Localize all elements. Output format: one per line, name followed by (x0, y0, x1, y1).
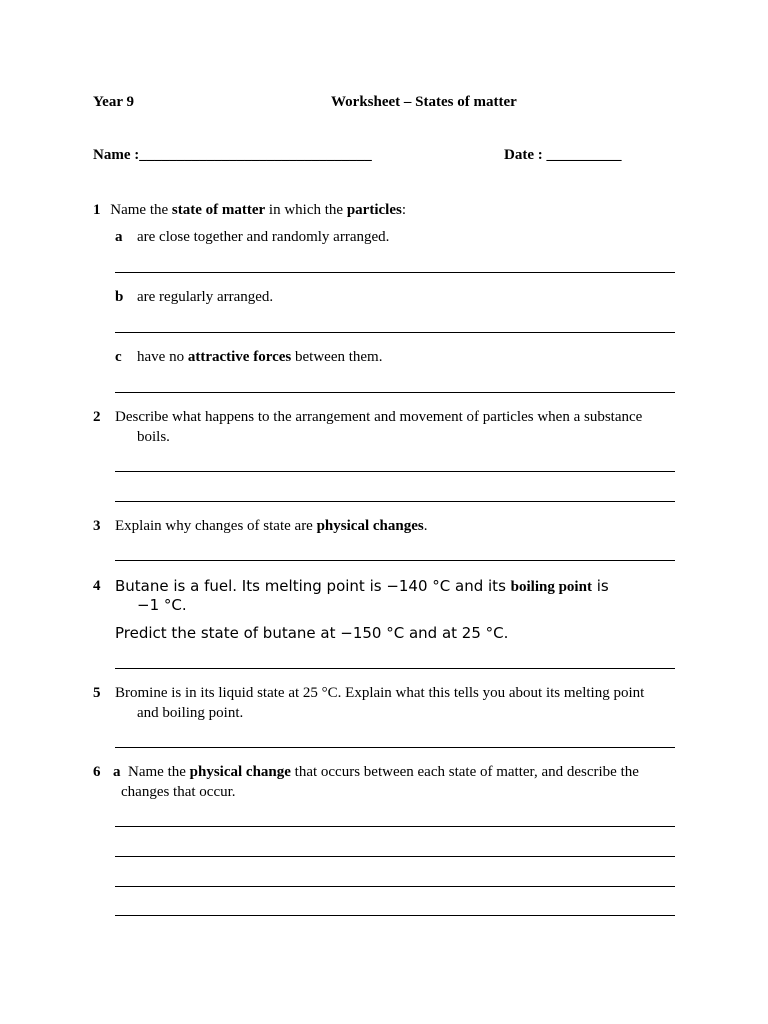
answer-line[interactable] (115, 392, 675, 393)
year-label: Year 9 (93, 94, 134, 110)
part-text (137, 347, 382, 367)
answer-line[interactable] (115, 886, 675, 887)
question-text-predict: Predict the state of butane at −150 °C and at 25 °C. (115, 624, 509, 642)
question-number: 2 (93, 409, 101, 425)
question-number: 6 (93, 764, 101, 780)
question-text-c: . (423, 518, 428, 534)
question-text-continued: boils. (137, 429, 170, 445)
question-text-a: Butane is a fuel. Its melting point is −140 °C and its (115, 577, 511, 595)
answer-line[interactable] (115, 560, 675, 561)
name-label: Name : (93, 147, 140, 163)
part-label: c (115, 349, 122, 365)
answer-line[interactable] (115, 272, 675, 273)
answer-line[interactable] (115, 915, 675, 916)
question-number: 3 (93, 518, 101, 534)
worksheet-title: Worksheet – States of matter (331, 94, 517, 110)
question-text: Name the (110, 202, 172, 218)
question-text (115, 516, 427, 536)
question-text-c: is (591, 577, 609, 595)
question-number: 1 (93, 202, 101, 218)
question-3 (93, 516, 428, 536)
part-text: are close together and randomly arranged. (137, 229, 390, 245)
question-text-continued: and boiling point. (137, 705, 244, 721)
question-5 (93, 683, 645, 703)
question-text (128, 762, 639, 782)
question-text-bold: state of matter (171, 202, 266, 218)
question-number: 5 (93, 685, 101, 701)
question-2 (93, 407, 643, 427)
date-field[interactable] (504, 147, 621, 164)
question-4 (93, 576, 609, 596)
name-blank: _______________________________ (139, 147, 372, 163)
question-text-bold: physical changes (316, 518, 424, 534)
part-text: are regularly arranged. (137, 289, 274, 305)
question-1b (115, 287, 274, 307)
question-text: Bromine is in its liquid state at 25 °C. Explain what this tells you about its melting point (115, 685, 645, 701)
question-1a (115, 227, 390, 247)
answer-line[interactable] (115, 826, 675, 827)
question-text-c: that occurs between each state of matter, and describe the (290, 764, 639, 780)
question-text-bold: physical change (189, 764, 291, 780)
question-text-bold: boiling point (510, 579, 592, 595)
question-text-continued: changes that occur. (121, 784, 236, 800)
part-label: b (115, 289, 124, 305)
question-text-a: Explain why changes of state are (115, 518, 317, 534)
question-text: in which the (265, 202, 347, 218)
question-text (115, 576, 609, 597)
question-1c (115, 347, 383, 367)
name-field[interactable] (93, 147, 372, 164)
answer-line[interactable] (115, 471, 675, 472)
answer-line[interactable] (115, 332, 675, 333)
question-text: : (401, 202, 406, 218)
answer-line[interactable] (115, 856, 675, 857)
question-1 (93, 200, 406, 220)
part-text-c: between them. (291, 349, 383, 365)
question-text-bold: particles (346, 202, 402, 218)
answer-line[interactable] (115, 501, 675, 502)
part-label: a (115, 229, 123, 245)
date-blank: __________ (546, 147, 622, 163)
answer-line[interactable] (115, 747, 675, 748)
question-text-continued: −1 °C. (137, 596, 187, 614)
date-label: Date : (504, 147, 543, 163)
question-text-a: Name the (128, 764, 190, 780)
question-number: 4 (93, 578, 101, 594)
question-text: Describe what happens to the arrangement and movement of particles when a substance (115, 409, 643, 425)
answer-line[interactable] (115, 668, 675, 669)
part-text-bold: attractive forces (187, 349, 292, 365)
question-6 (93, 762, 639, 782)
part-text-a: have no (137, 349, 188, 365)
part-label: a (113, 764, 121, 780)
